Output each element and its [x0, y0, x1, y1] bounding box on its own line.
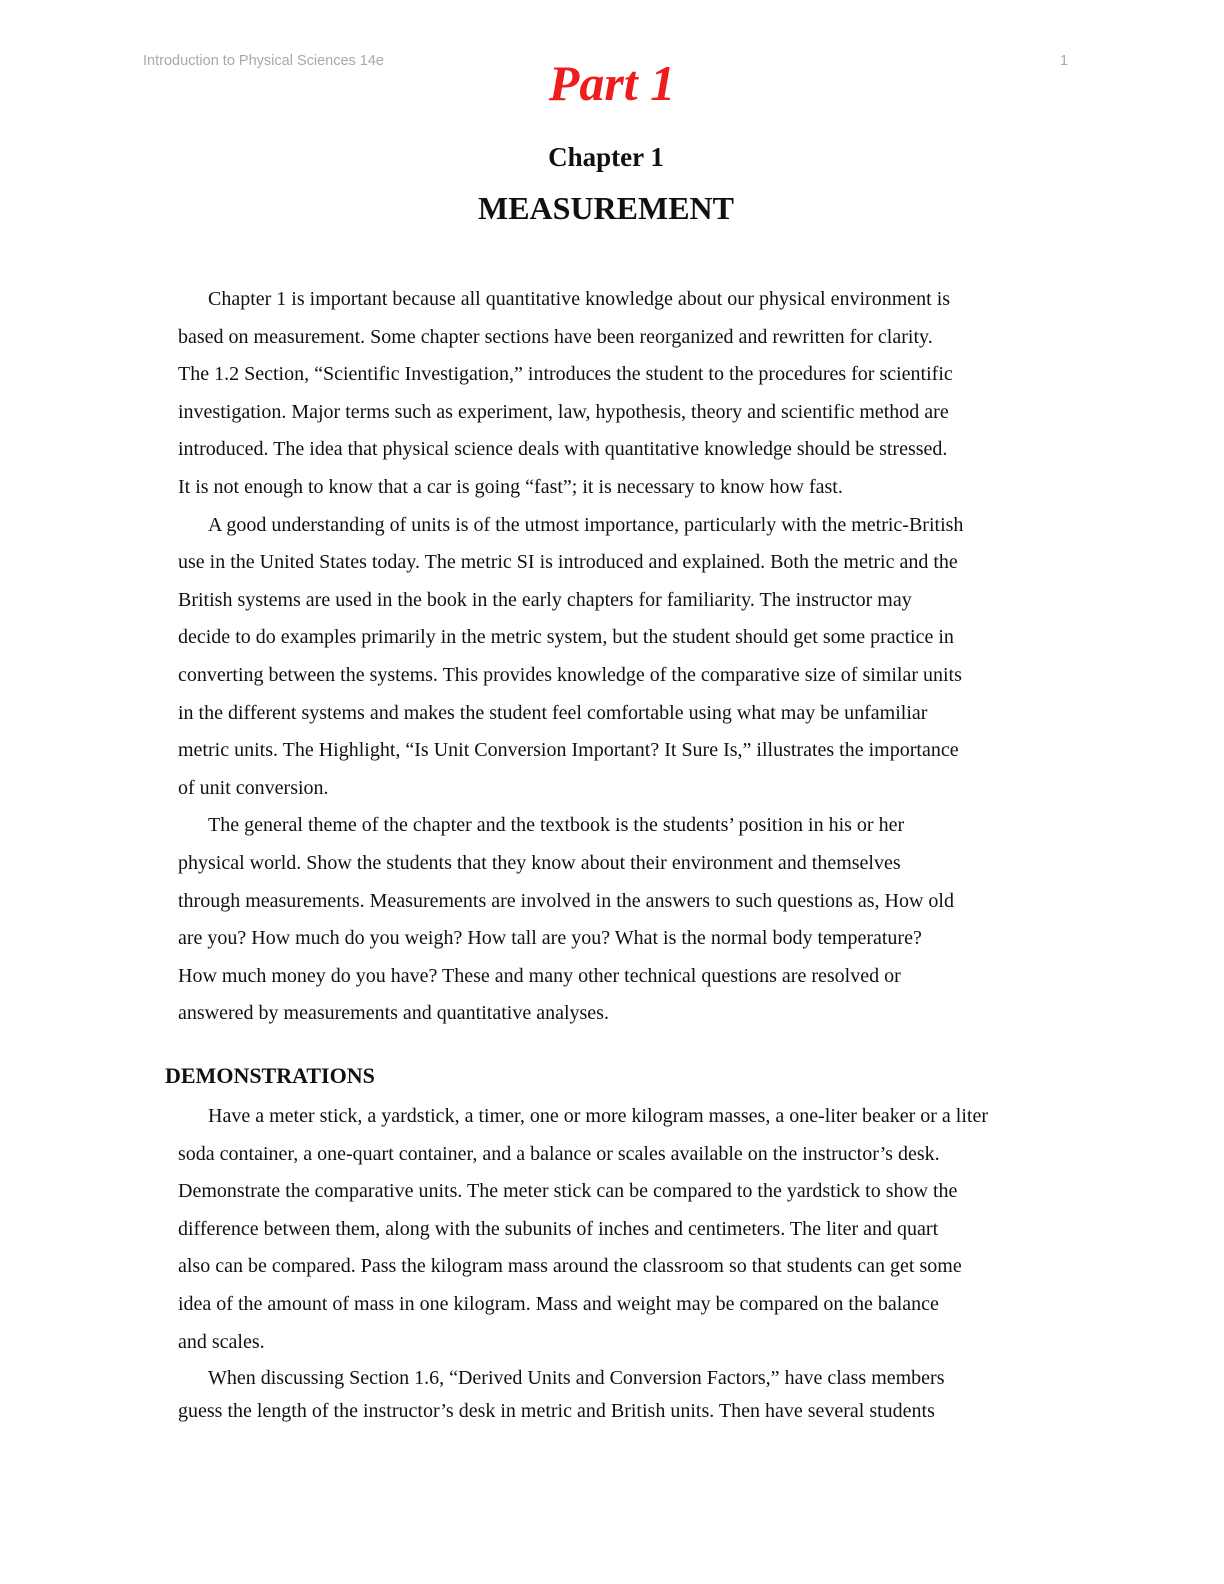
chapter-title: MEASUREMENT	[477, 190, 734, 226]
demonstrations-paragraph	[178, 1360, 1058, 1424]
part-title: Part 1	[548, 55, 676, 111]
text-line: metric units. The Highlight, “Is Unit Conversion Important? It Sure Is,” illustrates the importance	[178, 739, 959, 762]
chapter-label: Chapter 1	[548, 142, 664, 172]
text-line: based on measurement. Some chapter sections have been reorganized and rewritten for clarity.	[178, 325, 933, 348]
section-heading-demonstrations: DEMONSTRATIONS	[165, 1063, 375, 1088]
paragraph	[178, 281, 1058, 507]
text-line: It is not enough to know that a car is going “fast”; it is necessary to know how fast.	[178, 475, 843, 498]
text-line: Demonstrate the comparative units. The meter stick can be compared to the yardstick to show the	[178, 1180, 958, 1203]
paragraph	[178, 507, 1058, 808]
text-line: also can be compared. Pass the kilogram mass around the classroom so that students can get some	[178, 1255, 962, 1278]
text-line: in the different systems and makes the student feel comfortable using what may be unfamiliar	[178, 701, 928, 724]
paragraph	[178, 807, 1058, 1033]
text-line: use in the United States today. The metric SI is introduced and explained. Both the metric and the	[178, 551, 958, 574]
text-line: difference between them, along with the subunits of inches and centimeters. The liter and quart	[178, 1217, 939, 1240]
demonstrations-paragraph	[178, 1098, 1058, 1361]
text-line: physical world. Show the students that they know about their environment and themselves	[178, 851, 901, 874]
text-line: British systems are used in the book in the early chapters for familiarity. The instructor may	[178, 588, 912, 611]
text-line: guess the length of the instructor’s desk in metric and British units. Then have several students	[178, 1399, 935, 1422]
text-line: When discussing Section 1.6, “Derived Units and Conversion Factors,” have class members	[208, 1367, 945, 1389]
text-line: Have a meter stick, a yardstick, a timer, one or more kilogram masses, a one-liter beaker or a liter	[208, 1105, 988, 1127]
text-line: idea of the amount of mass in one kilogram. Mass and weight may be compared on the balance	[178, 1292, 939, 1315]
text-line: through measurements. Measurements are involved in the answers to such questions as, How old	[178, 889, 954, 912]
intro-section	[178, 281, 1058, 1033]
text-line: decide to do examples primarily in the metric system, but the student should get some practice in	[178, 626, 954, 649]
text-line: introduced. The idea that physical science deals with quantitative knowledge should be stressed.	[178, 438, 948, 461]
text-line: answered by measurements and quantitative analyses.	[178, 1002, 609, 1025]
text-line: Chapter 1 is important because all quantitative knowledge about our physical environment is	[208, 288, 951, 310]
running-header: Introduction to Physical Sciences 14e	[143, 53, 384, 69]
text-line: are you? How much do you weigh? How tall are you? What is the normal body temperature?	[178, 927, 922, 950]
text-line: of unit conversion.	[178, 776, 329, 799]
text-line: soda container, a one-quart container, and a balance or scales available on the instructor’s desk.	[178, 1142, 940, 1165]
text-line: A good understanding of units is of the utmost importance, particularly with the metric-British	[208, 513, 964, 536]
page-number: 1	[1060, 53, 1069, 69]
text-line: The 1.2 Section, “Scientific Investigation,” introduces the student to the procedures for scientific	[178, 363, 953, 386]
text-line: converting between the systems. This provides knowledge of the comparative size of similar units	[178, 663, 962, 686]
text-line: How much money do you have? These and many other technical questions are resolved or	[178, 964, 901, 987]
text-line: investigation. Major terms such as experiment, law, hypothesis, theory and scientific method are	[178, 400, 949, 423]
text-line: The general theme of the chapter and the textbook is the students’ position in his or her	[208, 814, 905, 837]
text-line: and scales.	[178, 1330, 265, 1353]
